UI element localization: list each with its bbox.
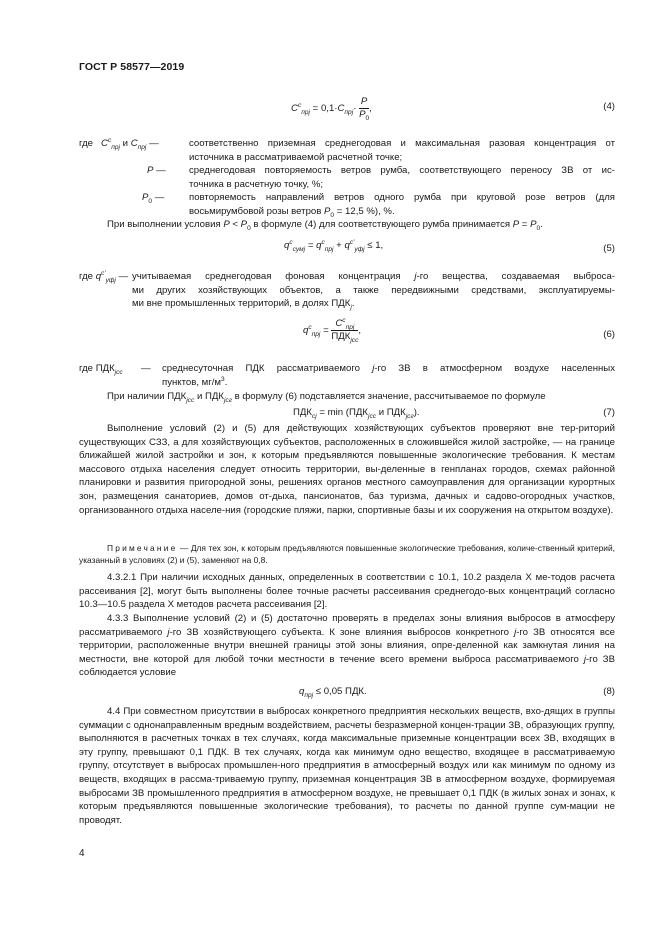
cond-sym3: P — [512, 219, 520, 230]
def4-text2b: точника в расчетную точку, %; — [189, 178, 324, 190]
p433-t4: -го ЗВ соблюдается условие — [79, 653, 615, 679]
eq6-fraction — [331, 318, 358, 343]
p433-t2: -го ЗВ хозяйствующего субъекта. К зоне влияния выбросов конкретного — [169, 626, 515, 638]
def6-sym-sub: jсс — [114, 368, 123, 376]
def5-dash: — — [118, 271, 129, 282]
eq7-s2: jсг — [405, 412, 414, 420]
def5-text3 — [132, 297, 615, 311]
cond-mid: в формуле (4) для соответствующего румба принимается — [250, 219, 513, 230]
note — [79, 542, 615, 566]
eq5-q2-sup: c — [321, 238, 325, 246]
eq7-and: и ПДК — [376, 407, 406, 418]
def5-text1 — [132, 270, 615, 284]
eq4-frac-num: P — [360, 96, 368, 107]
where-label: где — [79, 138, 94, 149]
equation-number-5: (5) — [603, 243, 615, 254]
def5-sym-sub: уфj — [105, 276, 116, 284]
cond-sym2: P — [240, 219, 248, 230]
eq8-q: q — [299, 686, 305, 697]
cond-sub2: 0 — [247, 224, 251, 232]
eq5-q3-sup: c' — [349, 238, 355, 246]
eq5-tail: ≤ 1, — [364, 240, 384, 251]
def6-sym: ПДК — [95, 363, 115, 374]
def4-sym2-sub: прj — [137, 143, 147, 151]
paragraph-4-3-2-1: 4.3.2.1 При наличии исходных данных, определенных в соответствии с 10.1, 10.2 раздела Х ме-тодов расчета рассеивания [2], могут быть выполнены более точные расчеты рассеивания среднегодо-вых концентраций согласно 10.3—10.5 раздела Х методов расчета рассеивания [2]. — [79, 572, 615, 611]
cond-pre: При выполнении условия — [107, 219, 224, 230]
def5-q: q — [95, 271, 102, 282]
eq7-tail: ). — [413, 407, 420, 418]
eq4-lhs-sub: прj — [301, 108, 310, 116]
def4-text1a: соответственно приземная среднегодовая и максимальная разовая концентрация от — [189, 138, 615, 149]
equation-4 — [79, 96, 615, 122]
equation-5 — [79, 239, 615, 257]
cond-sub4: 0 — [536, 224, 541, 232]
def6-text1-post: -го ЗВ в атмосферном воздухе населенных — [374, 363, 615, 374]
equation-number-7: (7) — [603, 407, 615, 418]
eq7-s1: jсс — [367, 412, 377, 420]
paragraph-presence — [79, 390, 615, 404]
eq5-q1-sup: c — [289, 238, 293, 246]
equation-number-6: (6) — [603, 329, 615, 340]
paragraph-condition — [79, 218, 615, 232]
eq4-dot: · — [353, 103, 357, 115]
p433-j2: j — [514, 626, 517, 638]
def5-text1-post: -го вещества, создаваемая выброса- — [416, 271, 616, 282]
def5-text3-post: . — [351, 298, 355, 310]
p433-j1: j — [167, 626, 170, 638]
eq7-mid: = min (ПДК — [316, 407, 368, 418]
note-text: — Для тех зон, к которым предъявляются повышенные экологические требования, количе-ственный критерий, указанный в условиях (2) и (5), заменяют на 0,8. — [79, 543, 615, 565]
eq4-frac-den: P — [359, 109, 366, 120]
note-label: Примечание — [107, 543, 178, 553]
presence-sub2: jсг — [223, 396, 232, 404]
def6-text2-sup: 3 — [221, 375, 225, 383]
def6-text1 — [162, 362, 615, 376]
eq4-lhs: C — [291, 103, 298, 115]
equation-8-body — [299, 685, 367, 699]
eq7-lhs-sub: cj — [311, 412, 317, 420]
eq4-frac-den-sub: 0 — [365, 114, 370, 122]
def4-dash3: — — [154, 192, 165, 204]
paragraph-execution: Выполнение условий (2) и (5) для действующих хозяйствующих субъектов проверяют вне тер-риторий существующих СЗЗ, а для хозяйствующих субъектов, расположенных в сложившейся жилой застройке, — на границе ближайшей жилой застройки и зон, к которым предъявляются повышенные экологические требования. К местам массового отдыха населения следует относить территории, вы-деленные в генпланах городов, схемах районной планировки и развития пригородной зоны, решениях органов местного самоуправления для организации курортных зон, размещения санаториев, домов от-дыха, пансионатов, баз туризма, дачных и садово-огородных участков, организованного отдыха населе-ния (городские пляжи, парки, спортивные базы и их сооружения на открытом воздухе). — [79, 423, 615, 516]
def4-text3b-post: = 12,5 %), %. — [334, 206, 395, 217]
def4-text1b: источника в рассматриваемой расчетной точке; — [189, 151, 403, 163]
def4-dash1: — — [149, 138, 159, 149]
def5-text2: ми других хозяйствующих объектов, а также передвижными средствами, эксплуатируемы- — [132, 284, 615, 296]
eq5-plus: + — [333, 240, 345, 251]
def6-text2-end: . — [224, 376, 228, 388]
eq5-q1-sub: сумj — [292, 245, 306, 253]
def4-text3b-sub: 0 — [330, 211, 335, 219]
presence-sub1: jсс — [186, 396, 195, 404]
eq6-q: q — [303, 325, 309, 337]
def6-text1-j: j — [372, 363, 375, 374]
eq6-tail: , — [358, 325, 362, 337]
presence-post: в формулу (6) подставляется значение, рассчитываемое по формуле — [231, 391, 546, 402]
p433-t1: 4.3.3 Выполнение условий (2) и (5) достаточно проверять в пределах зоны влияния выбросов в атмосферу рассматриваемого — [79, 613, 615, 638]
def4-sym4-sub: 0 — [148, 198, 153, 206]
def4-sym4: P — [142, 192, 149, 204]
def5-text3-pre: ми вне промышленных территорий, в долях ПДК — [132, 298, 351, 310]
def4-text3b — [189, 205, 615, 219]
def4-dash2: — — [156, 165, 166, 177]
equation-7-body — [293, 406, 420, 420]
cond-sym4: P — [530, 219, 537, 230]
def4-text2a: среднегодовая повторяемость ветров румба, соответствующего переносу ЗВ от ис- — [189, 165, 615, 177]
eq4-lhs-sup: c — [297, 101, 302, 109]
eq6-den: ПДК — [331, 331, 351, 342]
def4-text3b-pre: восьмирумбовой розы ветров — [189, 206, 325, 217]
def5-text1-j: j — [414, 271, 417, 282]
eq4-tail: , — [369, 103, 372, 115]
eq5-q1: q — [284, 240, 290, 251]
def5-text3-sub: j — [350, 304, 352, 312]
eq4-fraction — [359, 96, 369, 121]
def4-sym1-sup: c — [107, 136, 112, 144]
paragraph-4-4: 4.4 При совместном присутствии в выбросах конкретного предприятия нескольких веществ, вхо-дящих в группы суммации с однонаправленным вредным воздействием, расчеты безразмерной концен-трации ЗВ, образующих группу, выполняются в расчетных точках в тех случаях, когда максимальные приземные концентрации всех ЗВ, входящих в эту группу, превышают 0,1 ПДК. В тех случаях, когда как минимум одно вещество, входящее в рассматриваемую группу, отсутствует в выбросах промышлен-ного предприятия в атмосферный воздух или как минимум по одному из веществ, входящих в рассма-триваемую группу, приземная концентрация ЗВ в атмосферном воздухе, формируемая выбросами ЗВ промышленного предприятия в атмосферном воздухе, не превышает 0,1 ПДК (в жилых зонах и зонах, к которым предъявляются повышенные экологические требования), то расчеты по данной группе сум-мации не проводят. — [79, 706, 615, 826]
eq6-num-sub: прj — [345, 323, 355, 331]
cond-sym1: P — [223, 219, 230, 230]
def4-sym3-wrap — [147, 164, 166, 178]
cond-lt: < — [229, 219, 241, 230]
def4-sym4-wrap — [142, 191, 164, 205]
equation-8 — [79, 685, 615, 703]
eq6-lhs-sub: прj — [311, 330, 321, 338]
presence-pre: При наличии ПДК — [107, 391, 187, 402]
def6-text2 — [162, 376, 615, 390]
def4-and: и — [122, 138, 129, 149]
equation-6-body — [303, 318, 361, 343]
def6-dash: — — [141, 363, 151, 374]
equation-5-body — [284, 239, 383, 253]
def6-text1-pre: среднесуточная ПДК рассматриваемого — [162, 363, 373, 374]
def5-sym-sup: c' — [101, 269, 106, 277]
cond-eq: = — [519, 219, 531, 230]
def4-sym1-sub: прj — [111, 143, 120, 151]
eq8-sub: прj — [304, 691, 314, 699]
def4-sym1: C — [101, 138, 108, 149]
eq6-lhs-sup: c — [308, 323, 312, 331]
cond-end: . — [540, 219, 543, 230]
def5-where: где — [79, 271, 94, 282]
eq5-q3-sub: уфj — [354, 245, 365, 253]
equation-4-body — [291, 96, 372, 121]
eq6-num: C — [335, 318, 343, 329]
eq6-eq: = — [320, 325, 332, 337]
eq5-q2-sub: прj — [324, 245, 334, 253]
def6-text2-main: пунктов, мг/м — [162, 376, 222, 388]
def4-text3b-sym: P — [324, 206, 331, 217]
eq6-num-sup: c — [342, 316, 346, 324]
presence-and: и ПДК — [194, 391, 224, 402]
p433-t3: -го ЗВ относятся все территории, расположенные внутри внешней границы этой зоны влияния, опре-деленной как замкнутая линия на местности, вне которой для любой точки местности в течение всего времени выброса рассматриваемого — [79, 626, 615, 665]
eq4-c: C — [337, 103, 345, 115]
def4-sym2: C — [130, 138, 138, 149]
equation-number-8: (8) — [603, 686, 615, 697]
paragraph-4-3-3 — [79, 612, 615, 680]
eq5-q2: q — [316, 240, 322, 251]
def5-symbol — [79, 270, 128, 284]
equation-6 — [79, 318, 615, 350]
document-header: ГОСТ Р 58577—2019 — [79, 61, 185, 73]
eq7-lhs: ПДК — [293, 407, 312, 418]
eq5-q3: q — [344, 240, 350, 251]
def4-sym3: P — [147, 165, 154, 177]
def4-text3a: повторяемость направлений ветров одного румба при круговой розе ветров (для — [189, 192, 615, 204]
eq4-mid: = 0,1· — [312, 103, 338, 115]
def6-where: где — [79, 363, 94, 374]
eq5-eq: = — [305, 240, 317, 251]
eq6-den-sub: jсс — [350, 336, 359, 344]
def5-text1-pre: учитываемая среднегодовая фоновая концентрация — [132, 271, 415, 282]
def4-symbols — [101, 137, 159, 151]
def6-symbol — [79, 362, 123, 376]
page-number: 4 — [79, 848, 85, 859]
p433-j3: j — [583, 653, 586, 665]
equation-number-4: (4) — [603, 101, 615, 112]
eq8-tail: ≤ 0,05 ПДК. — [313, 686, 367, 697]
eq4-c-sub: прj — [344, 108, 354, 116]
